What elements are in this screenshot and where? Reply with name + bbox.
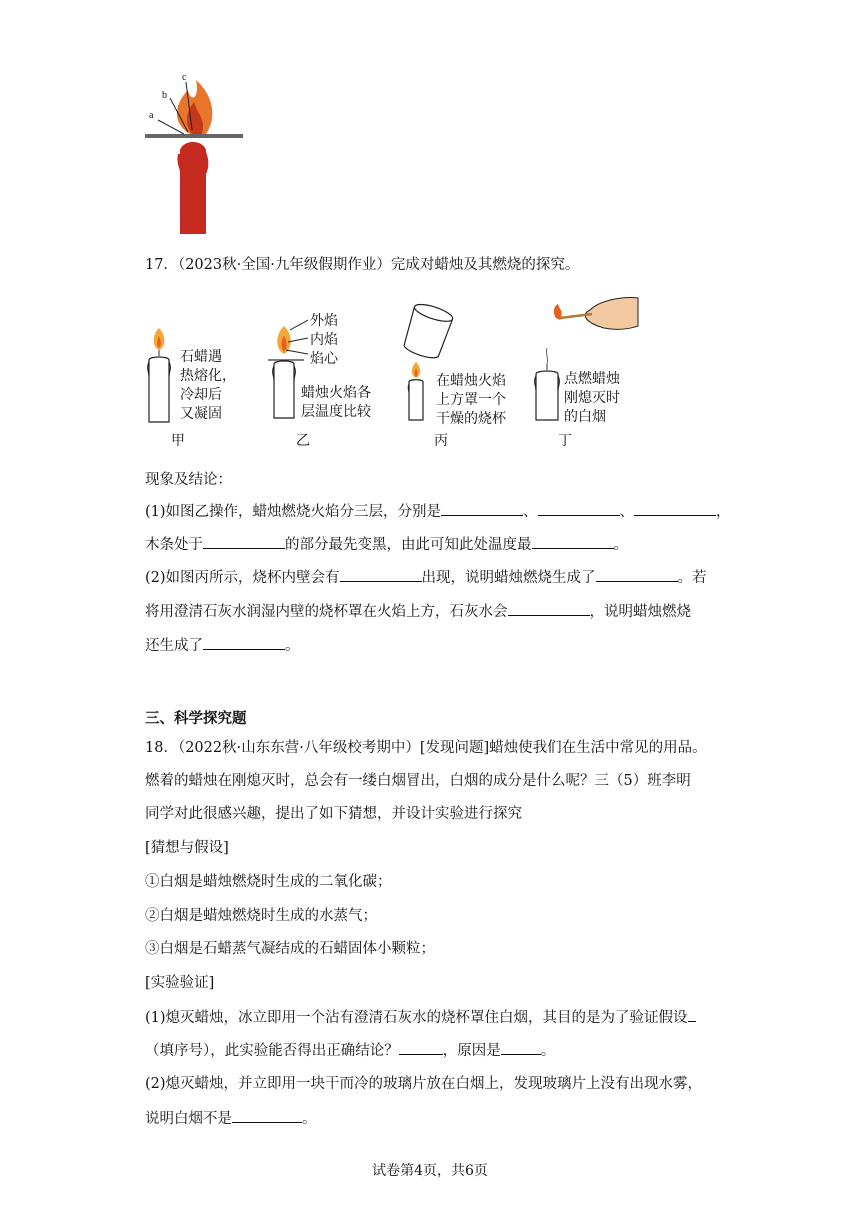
figure-ding — [530, 292, 650, 452]
page-footer: 试卷第4页，共6页 — [372, 1163, 488, 1179]
figure-jia — [145, 324, 255, 452]
caption-ding: 丁 — [558, 433, 572, 449]
label-b: b — [162, 90, 167, 101]
hypothesis-title: [猜想与假设] — [145, 840, 229, 856]
answer-blank[interactable] — [538, 500, 620, 516]
ding-text-2: 刚熄灭时 — [564, 390, 620, 406]
label-outer-flame: 外焰 — [310, 313, 338, 329]
ding-text-3: 的白烟 — [564, 409, 606, 425]
q18-line2: 燃着的蜡烛在刚熄灭时，总会有一缕白烟冒出，白烟的成分是什么呢？三（5）班李明 — [145, 773, 691, 789]
answer-blank[interactable] — [340, 566, 422, 582]
answer-blank[interactable] — [634, 500, 716, 516]
q17-heading: 现象及结论： — [145, 472, 232, 488]
q18-line1: 18．（2022秋·山东东营·八年级校考期中）[发现问题]蜡烛使我们在生活中常见的用品。 — [145, 740, 707, 756]
answer-blank[interactable] — [399, 1039, 443, 1055]
top-candle-figure — [140, 72, 250, 237]
jia-text-4: 又凝固 — [180, 406, 222, 422]
q18-e2-line1: (2)熄灭蜡烛，并立即用一块干而冷的玻璃片放在白烟上，发现玻璃片上没有出现水雾， — [145, 1076, 703, 1092]
caption-jia: 甲 — [171, 433, 185, 449]
answer-blank[interactable] — [203, 634, 285, 650]
q18-line3: 同学对此很感兴趣，提出了如下猜想，并设计实验进行探究 — [145, 806, 522, 822]
hypothesis-3: ③白烟是石蜡蒸气凝结成的石蜡固体小颗粒； — [145, 941, 435, 957]
q17-p2-line2: 将用澄清石灰水润湿内壁的烧杯罩在火焰上方，石灰水会 ，说明蜡烛燃烧 — [145, 600, 691, 623]
hypothesis-2: ②白烟是蜡烛燃烧时生成的水蒸气； — [145, 908, 377, 924]
bing-text-2: 上方罩一个 — [436, 392, 506, 408]
answer-blank[interactable] — [532, 533, 614, 549]
figure-yi — [268, 310, 398, 452]
label-inner-flame: 内焰 — [310, 332, 338, 348]
q17-p1-line2: 木条处于 的部分最先变黑，由此可知此处温度最 。 — [145, 533, 628, 556]
label-c: c — [182, 72, 187, 83]
ding-text-1: 点燃蜡烛 — [564, 371, 620, 387]
experiment-title: [实验验证] — [145, 975, 215, 991]
label-a: a — [149, 110, 154, 121]
answer-blank[interactable] — [501, 1039, 541, 1055]
answer-blank[interactable] — [508, 600, 590, 616]
q17-p2-line3: 还生成了 。 — [145, 634, 300, 657]
yi-text-1: 蜡烛火焰各 — [301, 385, 371, 401]
hand-shape — [585, 298, 638, 330]
q18-e1-line1: (1)熄灭蜡烛，冰立即用一个沾有澄清石灰水的烧杯罩住白烟，其目的是为了验证假设 — [145, 1006, 696, 1029]
hypothesis-1: ①白烟是蜡烛燃烧时生成的二氧化碳； — [145, 874, 392, 890]
section-title: 三、科学探究题 — [145, 710, 247, 727]
jia-text-3: 冷却后 — [180, 387, 222, 403]
jia-text-2: 热熔化， — [180, 368, 236, 384]
q18-e2-line2: 说明白烟不是 。 — [145, 1107, 317, 1130]
yi-text-2: 层温度比较 — [301, 404, 371, 420]
jia-text-1: 石蜡遇 — [180, 349, 222, 365]
q17-stem: 17．（2023秋·全国·九年级假期作业）完成对蜡烛及其燃烧的探究。 — [145, 257, 580, 273]
label-flame-core: 焰心 — [310, 351, 338, 367]
bing-text-1: 在蜡烛火焰 — [436, 373, 506, 389]
answer-blank[interactable] — [688, 1006, 696, 1022]
q17-p2-line1: (2)如图丙所示，烧杯内壁会有 出现，说明蜡烛燃烧生成了 。若 — [145, 566, 707, 589]
answer-blank[interactable] — [203, 533, 285, 549]
answer-blank[interactable] — [441, 500, 523, 516]
caption-bing: 丙 — [434, 433, 448, 449]
answer-blank[interactable] — [232, 1107, 302, 1123]
candle-body — [180, 142, 206, 234]
answer-blank[interactable] — [596, 566, 678, 582]
q17-p1-line1: (1)如图乙操作，蜡烛燃烧火焰分三层，分别是 、 、 ， — [145, 500, 731, 523]
card — [145, 134, 243, 138]
figure-bing — [400, 302, 530, 452]
q18-e1-line2: （填序号），此实验能否得出正确结论？ ，原因是 。 — [145, 1039, 555, 1062]
bing-text-3: 干燥的烧杯 — [436, 411, 506, 427]
caption-yi: 乙 — [296, 433, 310, 449]
